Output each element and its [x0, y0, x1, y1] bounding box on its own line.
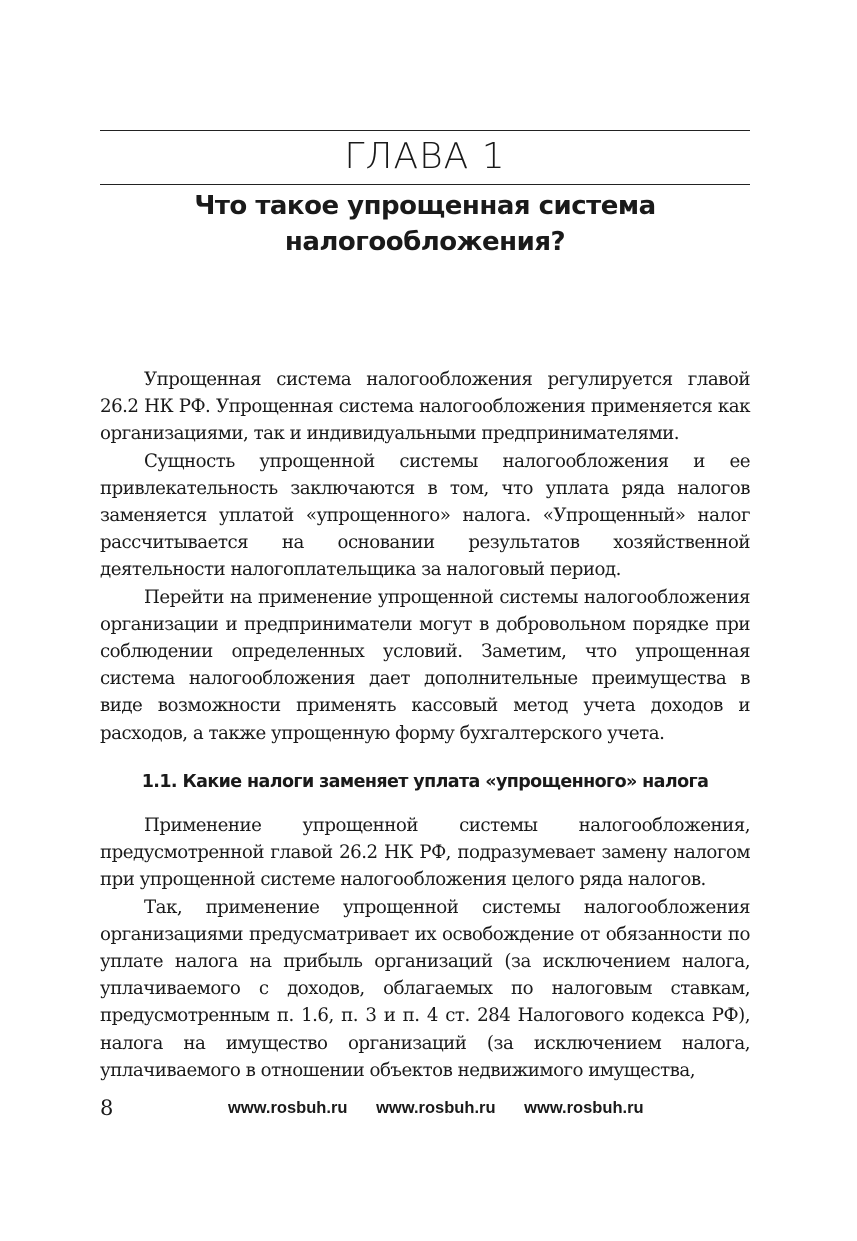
- section-heading: 1.1. Какие налоги заменяет уплата «упрощенного» налога: [141, 772, 709, 792]
- top-rule: [100, 130, 750, 131]
- chapter-title-line-1: Что такое упрощенная система: [194, 191, 656, 221]
- page-number: 8: [100, 1096, 114, 1120]
- footer-link: www.rosbuh.ru: [524, 1099, 644, 1117]
- section-text: [100, 812, 750, 1084]
- intro-text: [100, 366, 750, 747]
- paragraph: Перейти на применение упрощенной системы налогообложения организации и предприниматели могут в добровольном порядке при соблюдении определенных условий. Заметим, что упрощенная система налогообложения дает дополнительные преимущества в виде возможности применять кассовый метод учета доходов и расходов, а также упрощенную форму бухгалтерского учета.: [100, 586, 750, 744]
- chapter-title-line-2: налогообложения?: [284, 227, 566, 257]
- page-footer: [0, 1093, 857, 1123]
- paragraph: Так, применение упрощенной системы налогообложения организациями предусматривает их освобождение от обязанности по уплате налога на прибыль организаций (за исключением налога, уплачиваемого с доходов, облагаемых по налоговым ставкам, предусмотренным п. 1.6, п. 3 и п. 4 ст. 284 Налогового кодекса РФ), налога на имущество организаций (за исключением налога, уплачиваемого в отношении объектов недвижимого имущества,: [100, 896, 750, 1081]
- footer-link: www.rosbuh.ru: [376, 1099, 496, 1117]
- chapter-title: [100, 188, 750, 260]
- paragraph: Упрощенная система налогообложения регулируется главой 26.2 НК РФ. Упрощенная система налогообложения применяется как организациями, так и индивидуальными предпринимателями.: [100, 369, 750, 445]
- paragraph: Сущность упрощенной системы налогообложения и ее привлекательность заключаются в том, что уплата ряда налогов заменяется уплатой «упрощенного» налога. «Упрощенный» налог рассчитывается на основании результатов хозяйственной деятельности налогоплательщика за налоговый период.: [100, 450, 750, 581]
- chapter-label: ГЛАВА 1: [344, 136, 506, 177]
- footer-link: www.rosbuh.ru: [228, 1099, 348, 1117]
- bottom-rule: [100, 184, 750, 185]
- paragraph: Применение упрощенной системы налогообложения, предусмотренной главой 26.2 НК РФ, подразумевает замену налогом при упрощенной системе налогообложения целого ряда налогов.: [100, 815, 750, 891]
- footer-links: [228, 1093, 668, 1123]
